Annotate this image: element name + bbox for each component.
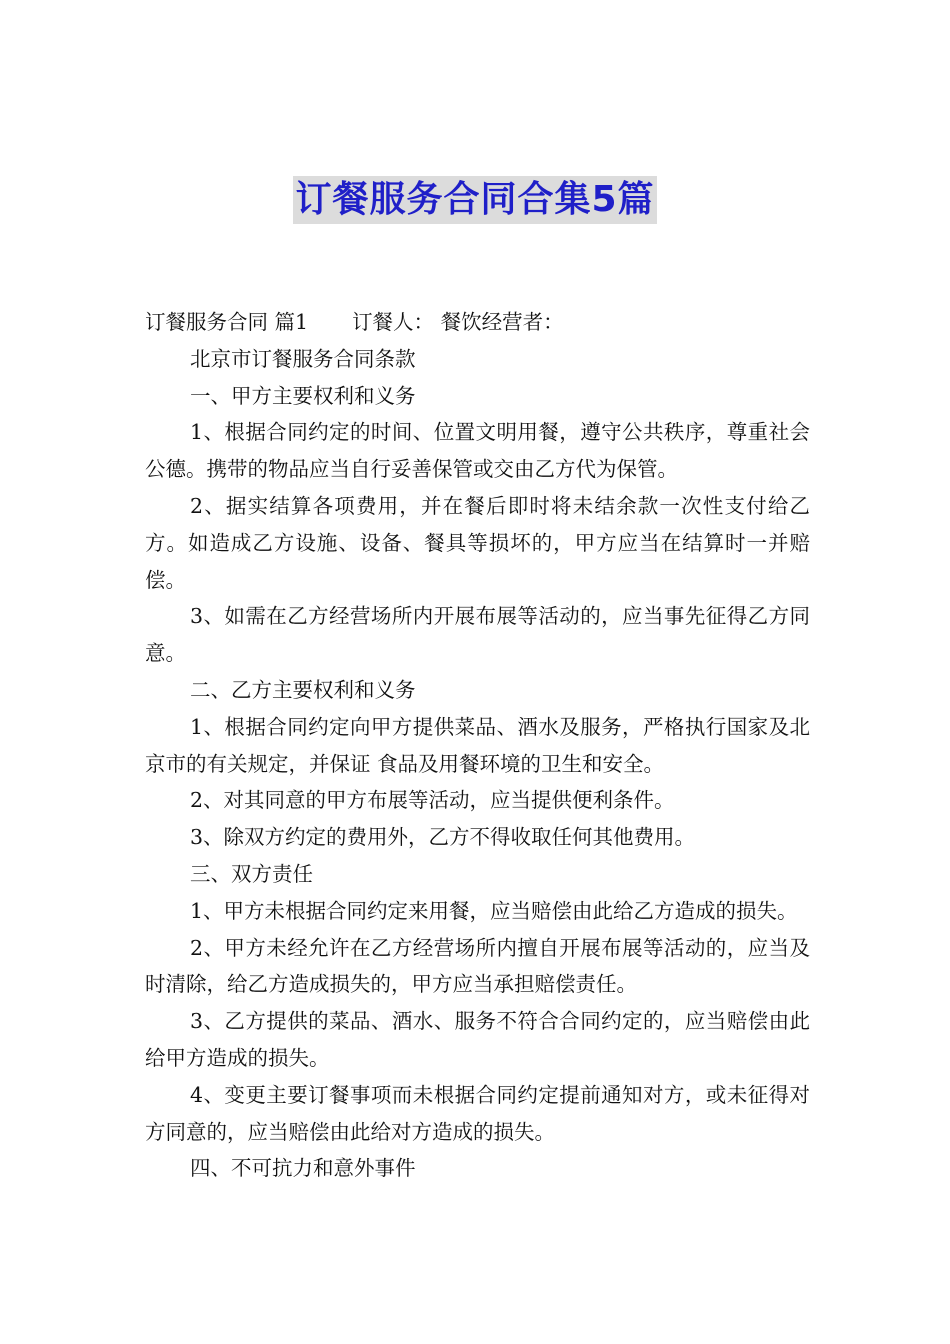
clause-paragraph: 3、如需在乙方经营场所内开展布展等活动的，应当事先征得乙方同意。 — [145, 604, 810, 666]
clause-paragraph: 1、甲方未根据合同约定来用餐，应当赔偿由此给乙方造成的损失。 — [190, 898, 798, 923]
section-heading: 一、甲方主要权利和义务 — [190, 383, 416, 408]
title-container — [0, 176, 950, 224]
orderer-label: 订餐人： — [352, 310, 435, 334]
operator-label: 餐饮经营者： — [440, 310, 564, 334]
clause-paragraph: 2、甲方未经允许在乙方经营场所内擅自开展布展等活动的，应当及时清除，给乙方造成损失的，甲方应当承担赔偿责任。 — [145, 935, 810, 997]
document-body — [145, 304, 810, 1187]
intro-line — [145, 304, 810, 341]
clause-paragraph: 1、根据合同约定向甲方提供菜品、酒水及服务，严格执行国家及北京市的有关规定，并保证 食品及用餐环境的卫生和安全。 — [145, 714, 810, 776]
section-heading: 二、乙方主要权利和义务 — [190, 677, 416, 702]
document-title: 订餐服务合同合集5篇 — [293, 176, 656, 224]
clause-paragraph: 2、据实结算各项费用，并在餐后即时将未结余款一次性支付给乙方。如造成乙方设施、设备、餐具等损坏的，甲方应当在结算时一并赔偿。 — [145, 493, 810, 592]
clause-paragraph: 2、对其同意的甲方布展等活动，应当提供便利条件。 — [190, 788, 675, 813]
section-heading: 三、双方责任 — [190, 861, 313, 886]
clause-paragraph: 4、变更主要订餐事项而未根据合同约定提前通知对方，或未征得对方同意的，应当赔偿由此给对方造成的损失。 — [145, 1082, 810, 1144]
clause-paragraph: 1、根据合同约定的时间、位置文明用餐，遵守公共秩序，尊重社会公德。携带的物品应当自行妥善保管或交由乙方代为保管。 — [145, 420, 810, 482]
section-heading: 四、不可抗力和意外事件 — [190, 1156, 416, 1181]
clause-paragraph: 3、除双方约定的费用外，乙方不得收取任何其他费用。 — [190, 825, 696, 850]
clause-paragraph: 3、乙方提供的菜品、酒水、服务不符合合同约定的，应当赔偿由此给甲方造成的损失。 — [145, 1009, 810, 1070]
contract-label: 订餐服务合同 篇1 — [145, 310, 309, 334]
section-heading: 北京市订餐服务合同条款 — [190, 346, 416, 371]
